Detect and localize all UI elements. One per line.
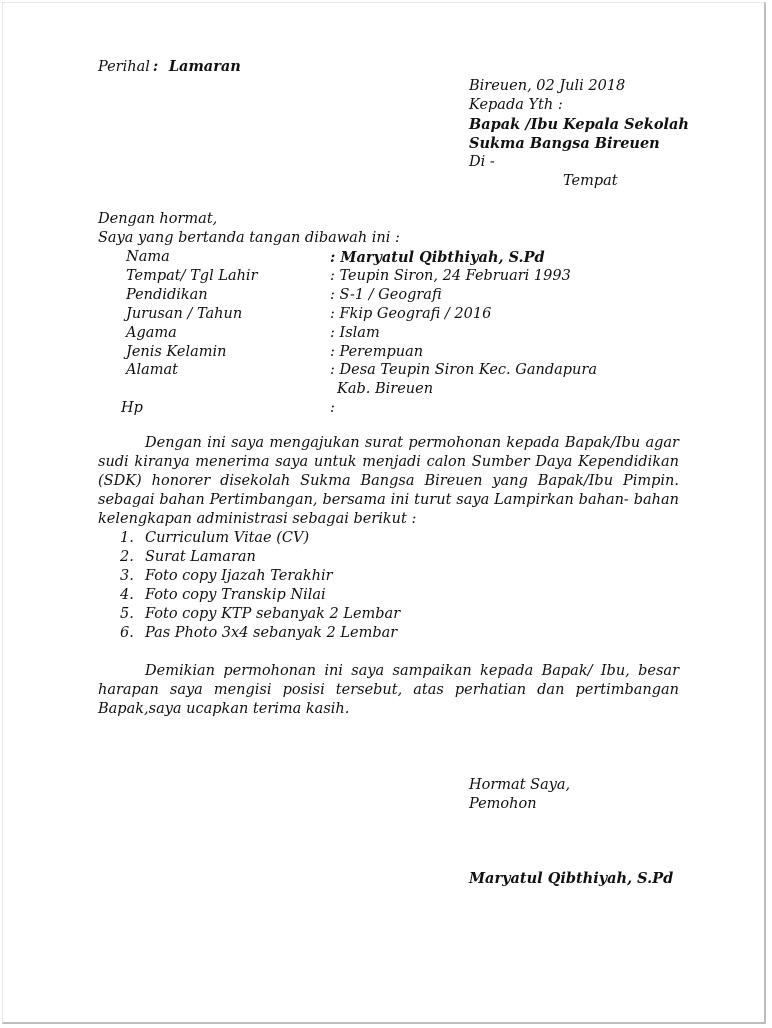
list-item <box>120 605 400 624</box>
recipient-di: Di - <box>469 154 495 170</box>
list-item <box>120 529 400 548</box>
field-value-jurusan: : Fkip Geografi / 2016 <box>330 306 492 322</box>
field-label-hp: Hp <box>121 400 143 416</box>
list-item <box>120 567 400 586</box>
list-item <box>120 586 400 605</box>
list-item-text: Foto copy Transkip Nilai <box>145 587 326 603</box>
field-value-agama: : Islam <box>330 325 380 341</box>
field-label-alamat: Alamat <box>126 362 178 378</box>
list-item-number: 6. <box>120 625 134 641</box>
list-item-text: Pas Photo 3x4 sebanyak 2 Lembar <box>145 625 398 641</box>
signoff-name: Maryatul Qibthiyah, S.Pd <box>469 870 674 887</box>
subject-line <box>98 57 241 77</box>
field-value-jenis-kelamin: : Perempuan <box>330 344 424 360</box>
subject-colon: : <box>152 58 159 75</box>
list-item-number: 5. <box>120 606 134 622</box>
place-date: Bireuen, 02 Juli 2018 <box>469 78 626 94</box>
recipient-place: Tempat <box>563 173 618 189</box>
field-label-agama: Agama <box>126 325 177 341</box>
field-value-pendidikan: : S-1 / Geografi <box>330 287 442 303</box>
list-item-text: Foto copy Ijazah Terakhir <box>145 568 333 584</box>
attachment-list <box>120 529 400 643</box>
list-item-text: Foto copy KTP sebanyak 2 Lembar <box>145 606 401 622</box>
intro-text: Saya yang bertanda tangan dibawah ini : <box>98 230 400 246</box>
recipient-line-2: Sukma Bangsa Bireuen <box>469 135 660 152</box>
list-item <box>120 548 400 567</box>
list-item-number: 1. <box>120 530 134 546</box>
subject-value: Lamaran <box>168 58 241 75</box>
field-value-alamat-line2: Kab. Bireuen <box>337 381 434 397</box>
list-item-text: Surat Lamaran <box>145 549 256 565</box>
field-label-nama: Nama <box>126 249 170 265</box>
field-value-alamat: : Desa Teupin Siron Kec. Gandapura <box>330 362 597 378</box>
letter-page <box>2 2 766 1024</box>
field-label-jurusan: Jurusan / Tahun <box>126 306 243 322</box>
list-item-number: 2. <box>120 549 134 565</box>
subject-label: Perihal <box>98 59 150 75</box>
closing-paragraph: Demikian permohonan ini saya sampaikan kepada Bapak/ Ibu, besar harapan saya mengisi posisi tersebut, atas perhatian dan pertimbangan Bapak,saya ucapkan terima kasih. <box>98 663 679 717</box>
field-value-ttl: : Teupin Siron, 24 Februari 1993 <box>330 268 571 284</box>
list-item-number: 3. <box>120 568 134 584</box>
field-value-nama: : Maryatul Qibthiyah, S.Pd <box>330 249 545 266</box>
field-label-ttl: Tempat/ Tgl Lahir <box>126 268 258 284</box>
signoff-regards: Hormat Saya, <box>469 777 571 793</box>
greeting: Dengan hormat, <box>98 211 218 227</box>
field-value-hp: : <box>330 400 335 416</box>
recipient-line-1: Bapak /Ibu Kepala Sekolah <box>469 116 689 133</box>
body-paragraph: Dengan ini saya mengajukan surat permohonan kepada Bapak/Ibu agar sudi kiranya menerima saya untuk menjadi calon Sumber Daya Kependidikan (SDK) honorer disekolah Sukma Bangsa Bireuen yang Bapak/Ibu Pimpin. sebagai bahan Pertimbangan, bersama ini turut saya Lampirkan bahan- bahan kelengkapan administrasi sebagai berikut : <box>98 435 679 527</box>
signoff-role: Pemohon <box>469 796 537 812</box>
field-label-jenis-kelamin: Jenis Kelamin <box>126 344 227 360</box>
addressee-intro: Kepada Yth : <box>469 97 563 113</box>
list-item <box>120 624 400 643</box>
list-item-text: Curriculum Vitae (CV) <box>145 530 310 546</box>
list-item-number: 4. <box>120 587 134 603</box>
field-label-pendidikan: Pendidikan <box>126 287 208 303</box>
